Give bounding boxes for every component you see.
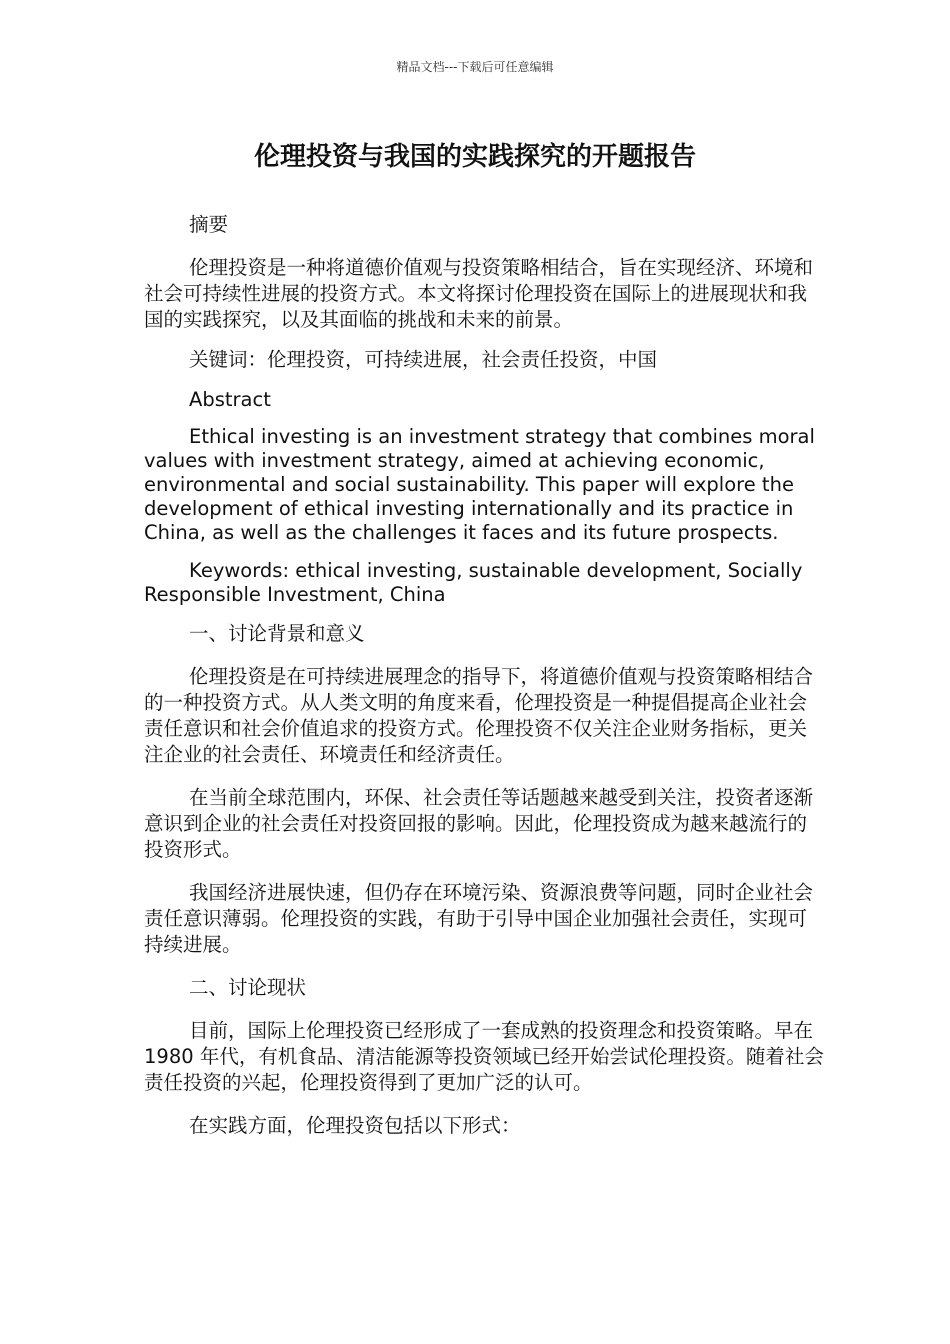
section-1-paragraph-3: 我国经济进展快速，但仍存在环境污染、资源浪费等问题，同时企业社会责任意识薄弱。伦理投资的实践，有助于引导中国企业加强社会责任，实现可持续进展。 xyxy=(144,881,814,956)
section-1-paragraph-1: 伦理投资是在可持续进展理念的指导下，将道德价值观与投资策略相结合的一种投资方式。从人类文明的角度来看，伦理投资是一种提倡提高企业社会责任意识和社会价值追求的投资方式。伦理投资不仅关注企业财务指标，更关注企业的社会责任、环境责任和经济责任。 xyxy=(144,665,814,766)
page-header-note: 精品文档---下载后可任意编辑 xyxy=(396,60,554,74)
keywords-cn: 关键词：伦理投资，可持续进展，社会责任投资，中国 xyxy=(189,348,658,371)
section-2-paragraph-2: 在实践方面，伦理投资包括以下形式： xyxy=(189,1114,521,1137)
abstract-paragraph-en: Ethical investing is an investment strategy that combines moral values with investment strategy, aimed at achieving economic, environmental and social sustainability. This paper will explore the development of ethical investing internationally and its practice in China, as well as the challenges it faces and its future prospects. xyxy=(144,425,815,544)
abstract-heading-cn: 摘要 xyxy=(189,213,229,236)
section-2-paragraph-1: 目前，国际上伦理投资已经形成了一套成熟的投资理念和投资策略。早在 1980 年代，有机食品、清洁能源等投资领域已经开始尝试伦理投资。随着社会责任投资的兴起，伦理投资得到了更加广泛的认可。 xyxy=(144,1019,824,1094)
document-body xyxy=(144,212,824,1139)
section-heading-2: 二、讨论现状 xyxy=(189,976,307,999)
section-heading-1: 一、讨论背景和意义 xyxy=(189,622,365,645)
abstract-heading-en: Abstract xyxy=(189,388,271,411)
abstract-paragraph-cn: 伦理投资是一种将道德价值观与投资策略相结合，旨在实现经济、环境和社会可持续性进展的投资方式。本文将探讨伦理投资在国际上的进展现状和我国的实践探究，以及其面临的挑战和未来的前景。 xyxy=(144,256,814,331)
keywords-en: Keywords: ethical investing, sustainable development, Socially Responsible Investment, China xyxy=(144,559,803,606)
section-1-paragraph-2: 在当前全球范围内，环保、社会责任等话题越来越受到关注，投资者逐渐意识到企业的社会责任对投资回报的影响。因此，伦理投资成为越来越流行的投资形式。 xyxy=(144,786,814,861)
document-title: 伦理投资与我国的实践探究的开题报告 xyxy=(253,142,696,172)
